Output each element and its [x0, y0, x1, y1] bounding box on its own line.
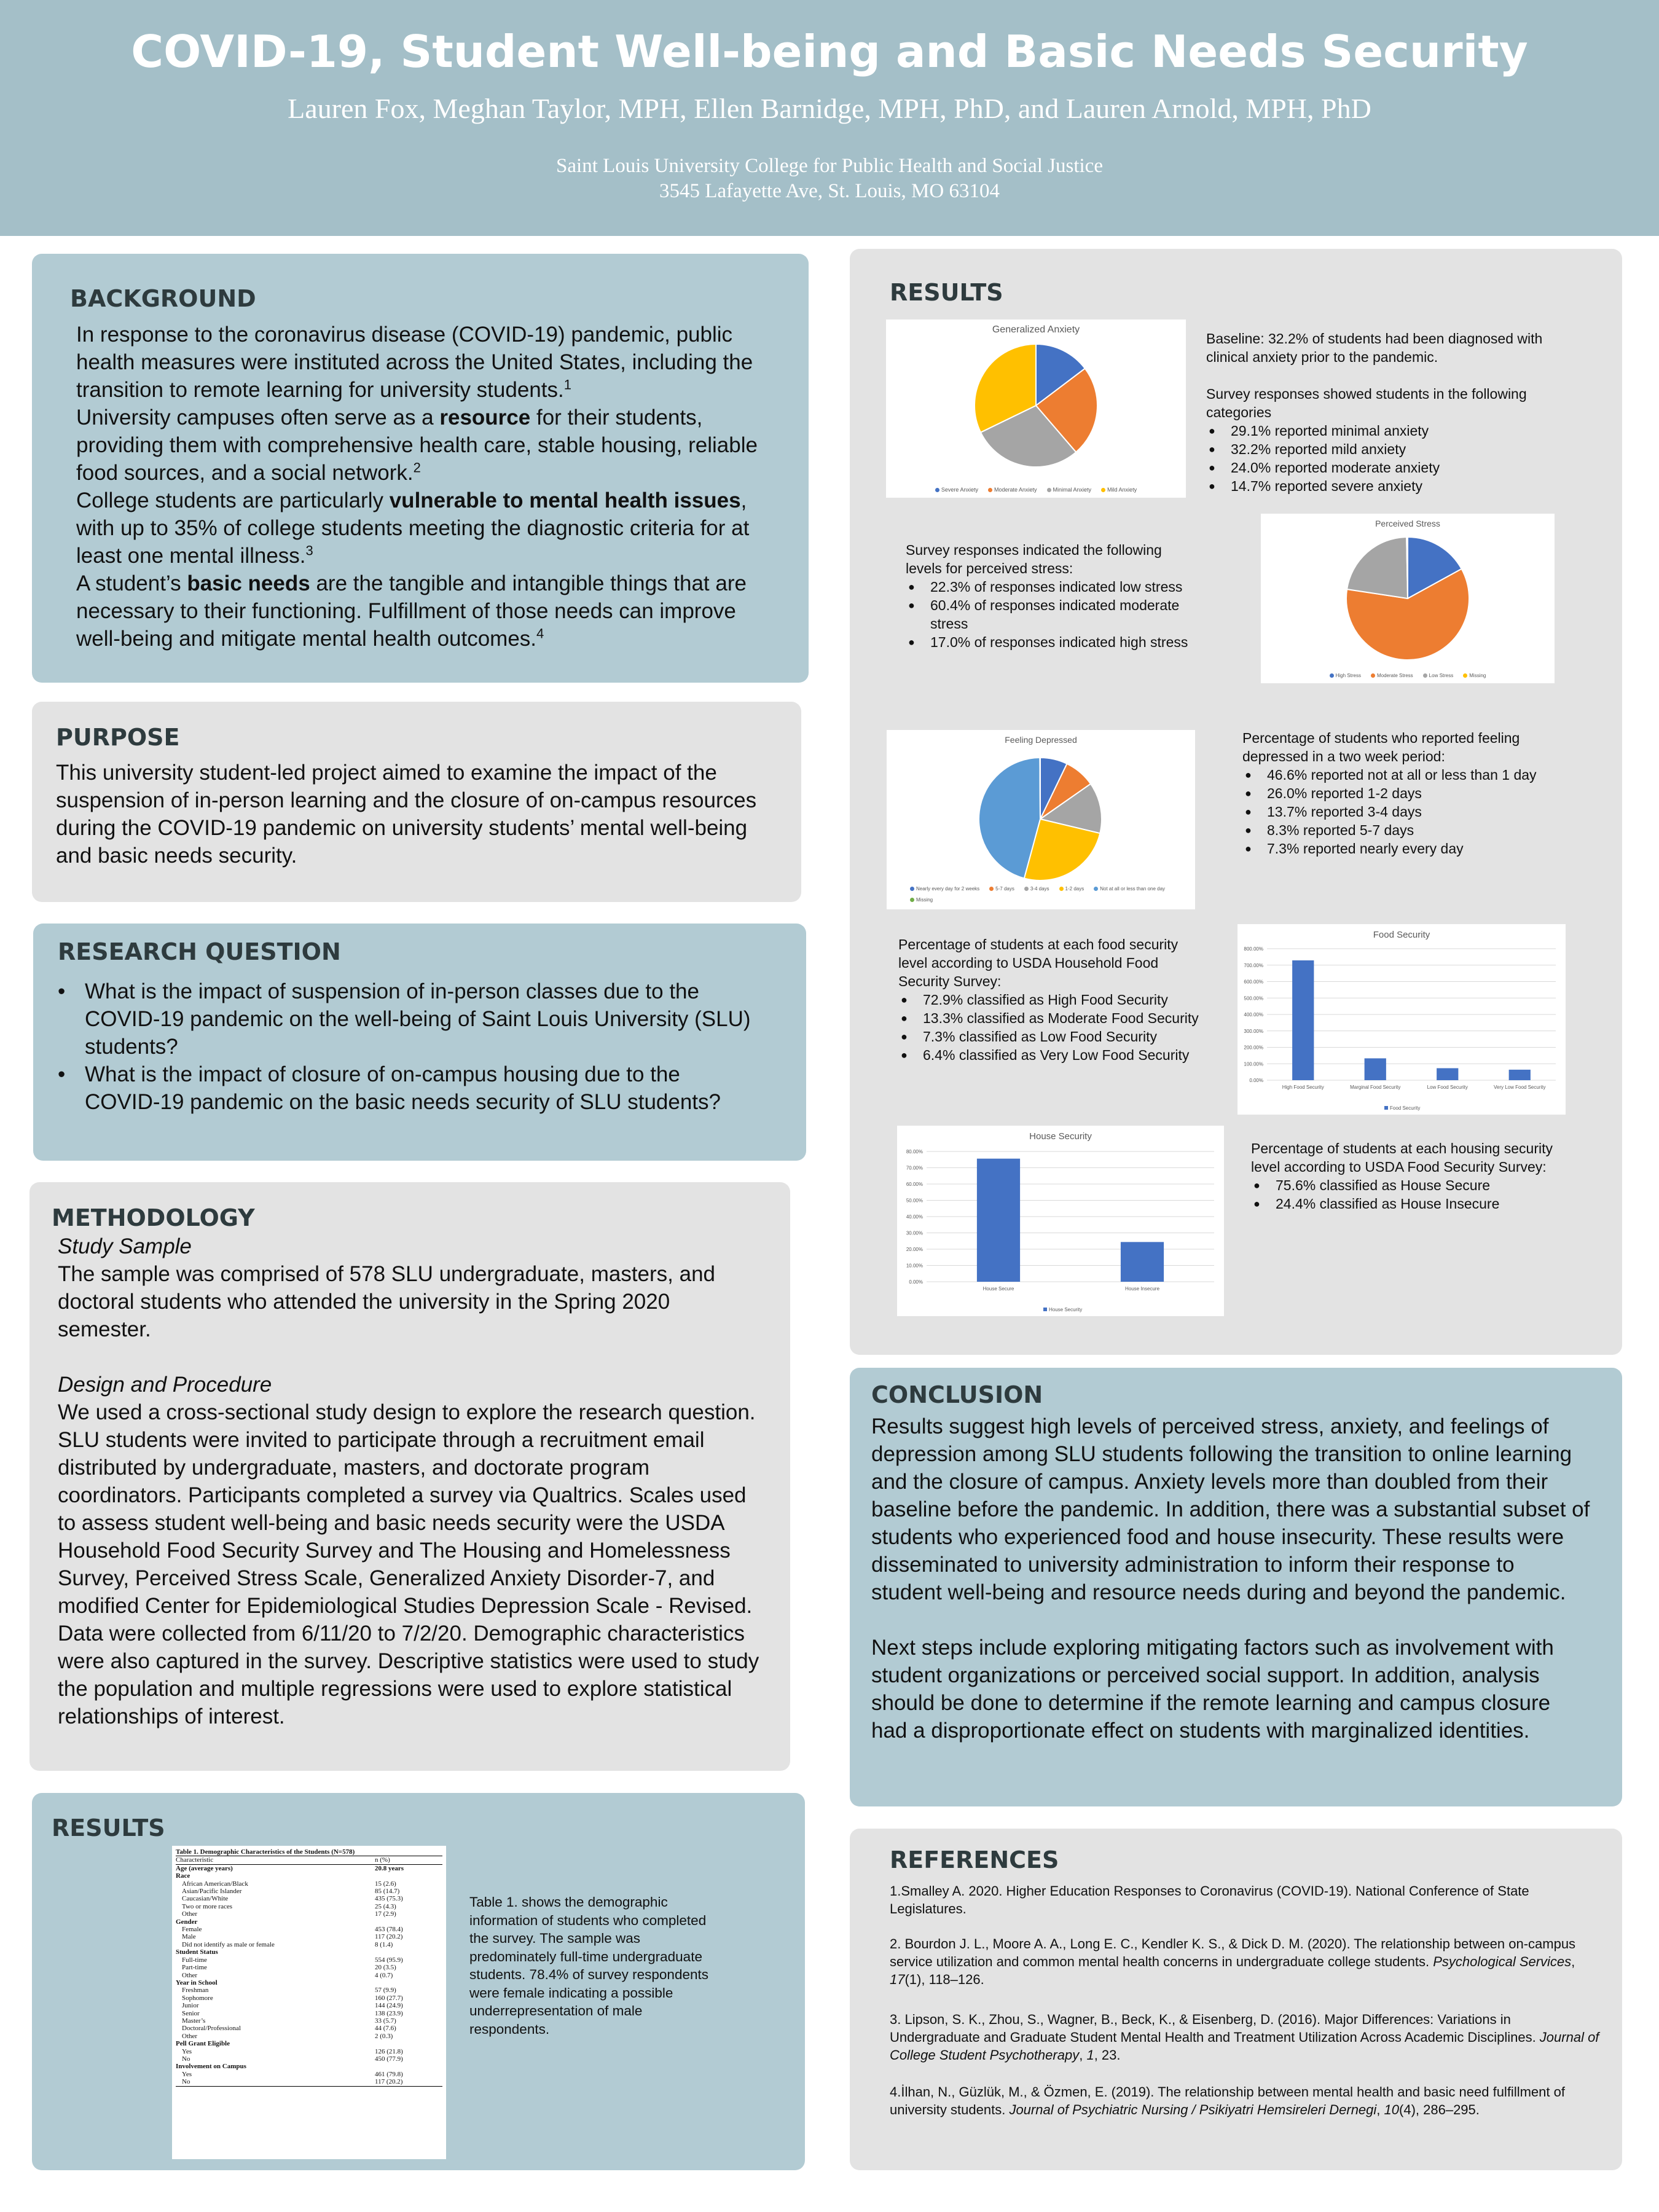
table-cell-label: Doctoral/Professional [182, 2025, 241, 2033]
legend-swatch [1059, 887, 1064, 891]
y-tick-label: 20.00% [906, 1247, 923, 1252]
background-paragraph: A student’s basic needs are the tangible and intangible things that are necessary to their functioning. Fulfillment of those needs can improve well-being and mitigate mental health outcomes.$^4$ [76, 571, 747, 651]
table-row [176, 2002, 442, 2009]
table-row [176, 2040, 442, 2047]
table-row [176, 1864, 442, 1872]
table-row [176, 1994, 442, 2002]
research-question-list [58, 978, 752, 1116]
table-cell-value: 8 (1.4) [375, 1940, 393, 1948]
affiliation-institution: Saint Louis University College for Public Health and Social Justice [556, 155, 1103, 177]
x-tick-label: Very Low Food Security [1494, 1084, 1546, 1090]
table-cell-label: Pell Grant Eligible [176, 2040, 230, 2048]
methodology-text [58, 1233, 764, 1730]
chart-title: Feeling Depressed [1005, 735, 1077, 745]
table-cell-value: 450 (77.9) [375, 2055, 403, 2063]
reference-4: 4.İlhan, N., Güzlük, M., & Özmen, E. (2019). The relationship between mental health and basic need fulfillment of university students. Journal of Psychiatric Nursing / Psikiyatri Hemsireleri Dernegi, 10(4), 286–295. [890, 2084, 1565, 2117]
table-cell-label: Male [182, 1933, 196, 1941]
table-cell-label: Caucasian/White [182, 1895, 229, 1903]
depressed-item: ● 8.3% reported 5-7 days [1267, 821, 1586, 839]
table-cell-label: Female [182, 1926, 202, 1934]
table-cell-value: 144 (24.9) [375, 2002, 403, 2010]
table-row [176, 1910, 442, 1918]
chart-title: House Security [1029, 1131, 1092, 1142]
table-row [176, 1979, 442, 1986]
legend-swatch [910, 887, 914, 891]
legend-label: House Security [1049, 1307, 1083, 1312]
anxiety-pie [886, 320, 1186, 498]
table-row [176, 1926, 442, 1933]
legend-swatch [1043, 1308, 1047, 1311]
y-tick-label: 10.00% [906, 1263, 923, 1269]
table-cell-value: 160 (27.7) [375, 1994, 403, 2002]
table-cell-value: 117 (20.2) [375, 1933, 403, 1941]
results-table-title: RESULTS [52, 1814, 165, 1841]
legend-swatch [1101, 488, 1105, 492]
table-row [176, 1888, 442, 1895]
affiliation-address: 3545 Lafayette Ave, St. Louis, MO 63104 [659, 180, 1000, 202]
y-tick-label: 400.00% [1244, 1012, 1263, 1018]
table-row [176, 1972, 442, 1979]
table-row [176, 1948, 442, 1956]
table-cell-value: 57 (9.9) [375, 1986, 396, 1994]
legend-label: Nearly every day for 2 weeks [916, 886, 980, 892]
depressed-pie [887, 730, 1195, 909]
legend-item [1101, 487, 1137, 493]
legend-swatch [1047, 488, 1051, 492]
chart-title: Food Security [1373, 930, 1430, 940]
table-cell-value: 20 (3.5) [375, 1964, 396, 1972]
table-row [176, 2071, 442, 2078]
legend-label: Missing [916, 897, 933, 903]
food-item: ● 6.4% classified as Very Low Food Security [923, 1046, 1206, 1064]
table-cell-label: Yes [182, 2070, 192, 2078]
table-cell-value [375, 1872, 442, 1880]
table-header-characteristic: Characteristic [176, 1856, 375, 1864]
research-question-item: • What is the impact of closure of on-campus housing due to the COVID-19 pandemic on the basic needs security of SLU students? [85, 1061, 752, 1116]
table-cell-label: Freshman [182, 1986, 209, 1994]
conclusion-title: CONCLUSION [871, 1381, 1043, 1408]
legend-item [1463, 673, 1486, 678]
table-row [176, 1903, 442, 1910]
table-row [176, 1895, 442, 1902]
depressed-intro: Percentage of students who reported feeling depressed in a two week period: [1242, 730, 1520, 764]
table-row [176, 2048, 442, 2055]
bar [1509, 1070, 1531, 1080]
table-cell-label: Gender [176, 1918, 198, 1926]
food-summary [898, 935, 1206, 1064]
table-cell-label: African American/Black [182, 1880, 248, 1888]
house-intro: Percentage of students at each housing security level according to USDA Food Security Survey: [1251, 1140, 1553, 1175]
legend-label: 3-4 days [1030, 886, 1049, 892]
depressed-summary [1242, 729, 1586, 858]
house-item: ● 24.4% classified as House Insecure [1276, 1194, 1564, 1213]
anxiety-summary [1206, 329, 1581, 495]
legend-item [1423, 673, 1454, 678]
depressed-item: ● 13.7% reported 3-4 days [1267, 802, 1586, 821]
table-description: Table 1. shows the demographic information of students who completed the survey. The sample was predominately full-time undergraduate students. 78.4% of survey respondents were female indicating a possible underrepresentation of male respondents. [469, 1894, 708, 2037]
table-cell-value: 117 (20.2) [375, 2078, 442, 2086]
anxiety-item: ● 32.2% reported mild anxiety [1231, 440, 1581, 458]
blank-line [58, 1343, 764, 1371]
chart-legend [1261, 673, 1555, 678]
design-heading: Design and Procedure [58, 1373, 272, 1397]
table-cell-value: 554 (95.9) [375, 1956, 403, 1964]
reference-1: 1.Smalley A. 2020. Higher Education Responses to Coronavirus (COVID-19). National Conference of State Legislatures. [890, 1883, 1529, 1916]
conclusion-paragraph: Results suggest high levels of perceived stress, anxiety, and feelings of depression among SLU students following the transition to online learning and the closure of campus. Anxiety levels more than doubled from their baseline before the pandemic. In addition, there was a substantial subset of students who experienced food and house insecurity. These results were disseminated to university administration to inform their response to student well-being and resource needs during and beyond the pandemic. [871, 1414, 1590, 1604]
purpose-title: PURPOSE [56, 724, 180, 751]
legend-swatch [988, 488, 992, 492]
study-sample-text: The sample was comprised of 578 SLU undergraduate, masters, and doctoral students who attended the university in the Spring 2020 semester. [58, 1262, 716, 1341]
stress-item: ● 60.4% of responses indicated moderate stress [930, 596, 1201, 633]
reference-3: 3. Lipson, S. K., Zhou, S., Wagner, B., Beck, K., & Eisenberg, D. (2016). Major Differences: Variations in Undergraduate and Graduate Student Mental Health and Treatment Utilization Across Academic Disciplines. Journal of College Student Psychotherapy, 1, 23. [890, 2012, 1599, 2063]
references-title: REFERENCES [890, 1846, 1059, 1873]
table-header-n: n (%) [375, 1856, 442, 1864]
legend-label: Food Security [1390, 1105, 1421, 1111]
y-tick-label: 700.00% [1244, 962, 1263, 968]
table-cell-value: 4 (0.7) [375, 1971, 393, 1979]
y-tick-label: 0.00% [1249, 1078, 1263, 1083]
legend-item [910, 886, 979, 892]
table-row [176, 2055, 442, 2063]
background-paragraph: In response to the coronavirus disease (COVID-19) pandemic, public health measures were instituted across the United States, including the transition to remote learning for university students.$^1$ [76, 323, 753, 402]
table-cell-label: Junior [182, 2002, 199, 2010]
y-tick-label: 500.00% [1244, 995, 1263, 1002]
legend-item [1371, 673, 1413, 678]
y-tick-label: 300.00% [1244, 1028, 1263, 1034]
stress-item: ● 17.0% of responses indicated high stress [930, 633, 1201, 651]
food-intro: Percentage of students at each food security level according to USDA Household Food Security Survey: [898, 936, 1179, 989]
y-tick-label: 600.00% [1244, 979, 1263, 985]
food-item: ● 13.3% classified as Moderate Food Security [923, 1009, 1206, 1027]
y-tick-label: 800.00% [1244, 946, 1263, 952]
table-cell-value: 453 (78.4) [375, 1926, 403, 1934]
house-item: ● 75.6% classified as House Secure [1276, 1176, 1564, 1194]
table-row [176, 1986, 442, 1994]
stress-item: ● 22.3% of responses indicated low stress [930, 578, 1201, 596]
table-row [176, 1956, 442, 1964]
house-security-bars [897, 1126, 1224, 1316]
feeling-depressed-chart [887, 730, 1195, 909]
x-tick-label: Marginal Food Security [1350, 1084, 1401, 1090]
legend-swatch [1371, 673, 1375, 678]
food-security-chart [1237, 924, 1566, 1115]
food-security-bars [1237, 924, 1566, 1115]
legend-item [989, 886, 1014, 892]
table-cell-value: 33 (5.7) [375, 2017, 396, 2025]
poster-affiliation [0, 154, 1659, 204]
background-paragraph: College students are particularly vulnerable to mental health issues, with up to 35% of college students meeting the diagnostic criteria for at least one mental illness.$^3$ [76, 488, 750, 568]
legend-swatch [1330, 673, 1334, 678]
table-cell-label: Sophomore [182, 1994, 213, 2002]
bar [1365, 1058, 1386, 1080]
y-tick-label: 60.00% [906, 1182, 923, 1187]
table-row [176, 2063, 442, 2070]
legend-label: 5-7 days [995, 886, 1014, 892]
legend-item [1059, 886, 1084, 892]
table-cell-value: 85 (14.7) [375, 1888, 400, 1896]
table-cell-label: Other [182, 2032, 198, 2040]
table-cell-label: Senior [182, 2009, 200, 2017]
depressed-item: ● 7.3% reported nearly every day [1267, 839, 1586, 858]
table-row [176, 1964, 442, 1971]
table-row [176, 1918, 442, 1926]
table-caption: Table 1. Demographic Characteristics of the Students (N=578) [176, 1848, 442, 1856]
stress-summary [906, 541, 1201, 651]
legend-label: High Stress [1335, 673, 1361, 678]
table-cell-label: Student Status [176, 1948, 218, 1956]
demographics-table [172, 1846, 446, 2159]
y-tick-label: 40.00% [906, 1214, 923, 1220]
legend-swatch [989, 887, 994, 891]
study-sample-heading: Study Sample [58, 1234, 192, 1258]
table-cell-value: 17 (2.9) [375, 1910, 396, 1918]
poster-authors: Lauren Fox, Meghan Taylor, MPH, Ellen Barnidge, MPH, PhD, and Lauren Arnold, MPH, PhD [288, 93, 1371, 124]
table-cell-value: 44 (7.6) [375, 2025, 396, 2033]
y-tick-label: 30.00% [906, 1230, 923, 1236]
chart-title: Perceived Stress [1375, 519, 1440, 528]
legend-item [910, 897, 933, 903]
table-cell-value: 2 (0.3) [375, 2032, 393, 2040]
table-cell-label: Age (average years) [176, 1864, 233, 1872]
x-tick-label: Low Food Security [1427, 1084, 1468, 1090]
table-cell-label: Other [182, 1971, 198, 1979]
table-row [176, 2033, 442, 2040]
poster-header [0, 0, 1659, 236]
depressed-item: ● 26.0% reported 1-2 days [1267, 784, 1586, 802]
table-cell-value: 25 (4.3) [375, 1902, 396, 1910]
legend-swatch [1384, 1106, 1388, 1110]
food-item: ● 7.3% classified as Low Food Security [923, 1027, 1206, 1046]
table-cell-label: Involvement on Campus [176, 2063, 246, 2071]
legend-item [935, 487, 978, 493]
bar [1292, 960, 1314, 1080]
legend-swatch [1463, 673, 1467, 678]
y-tick-label: 200.00% [1244, 1045, 1263, 1051]
table-row [176, 1880, 442, 1888]
y-tick-label: 70.00% [906, 1165, 923, 1171]
anxiety-item: ● 29.1% reported minimal anxiety [1231, 422, 1581, 440]
reference-2: 2. Bourdon J. L., Moore A. A., Long E. C., Kendler K. S., & Dick D. M. (2020). The relationship between on-campus service utilization and common mental health concerns in undergraduate college students. Psychological Services, 17(1), 118–126. [890, 1936, 1576, 1987]
conclusion-text [871, 1413, 1590, 1744]
table-cell-label: Part-time [182, 1964, 207, 1972]
table-row [176, 2025, 442, 2032]
table-row [176, 1941, 442, 1948]
legend-label: Missing [1469, 673, 1486, 678]
legend-item [1024, 886, 1049, 892]
generalized-anxiety-chart [886, 320, 1186, 498]
table-cell-label: Full-time [182, 1956, 207, 1964]
legend-label: Severe Anxiety [941, 487, 978, 493]
x-tick-label: House Insecure [1124, 1286, 1160, 1292]
legend-label: Moderate Anxiety [994, 487, 1037, 493]
design-text: We used a cross-sectional study design to explore the research question. SLU students were invited to participate through a recruitment email distributed by undergraduate, masters, and doctorate program coordinators. Participants completed a survey via Qualtrics. Scales used to assess student well-being and basic needs security were the USDA Household Food Security Survey and The Housing and Homelessness Survey, Perceived Stress Scale, Generalized Anxiety Disorder-7, and modified Center for Epidemiological Studies Depression Scale - Revised. Data were collected from 6/11/20 to 7/2/20. Demographic characteristics were also captured in the survey. Descriptive statistics were used to study the population and multiple regressions were used to explore statistical relationships of interest. [58, 1400, 759, 1728]
y-tick-label: 80.00% [906, 1149, 923, 1155]
table-cell-value [375, 1948, 442, 1956]
table-row [176, 2010, 442, 2017]
legend-item [1094, 886, 1165, 892]
legend-label: Low Stress [1429, 673, 1454, 678]
table-row [176, 1872, 442, 1880]
table-cell-label: Yes [182, 2047, 192, 2055]
table-cell-label: No [182, 2055, 190, 2063]
legend-label: Mild Anxiety [1107, 487, 1137, 493]
table-cell-label: Two or more races [182, 1902, 233, 1910]
anxiety-baseline: Baseline: 32.2% of students had been diagnosed with clinical anxiety prior to the pandemic. [1206, 331, 1543, 365]
table-cell-value: 138 (23.9) [375, 2009, 403, 2017]
table-cell-label: Year in School [176, 1979, 218, 1986]
table-cell-label: Did not identify as male or female [182, 1940, 275, 1948]
table-cell-value: 15 (2.6) [375, 1880, 396, 1888]
bar [1121, 1242, 1164, 1282]
depressed-item: ● 46.6% reported not at all or less than 1 day [1267, 766, 1586, 784]
y-tick-label: 100.00% [1244, 1061, 1263, 1067]
legend-swatch [935, 488, 939, 492]
bar [977, 1159, 1020, 1282]
y-tick-label: 50.00% [906, 1198, 923, 1204]
table-cell-value: 435 (75.3) [375, 1895, 403, 1903]
table-cell-label: Other [182, 1910, 198, 1918]
results-charts-title: RESULTS [890, 279, 1003, 306]
research-question-title: RESEARCH QUESTION [58, 938, 341, 965]
x-tick-label: High Food Security [1282, 1084, 1324, 1090]
table-row [176, 1933, 442, 1940]
table-row [176, 2078, 442, 2086]
background-paragraph: University campuses often serve as a resource for their students, providing them with comprehensive health care, stable housing, reliable food sources, and a social network.$^2$ [76, 406, 758, 485]
x-tick-label: House Secure [982, 1286, 1014, 1292]
references-panel [850, 1829, 1622, 2170]
pie-slice [1347, 537, 1408, 598]
table-cell-value [375, 2040, 442, 2047]
legend-item [1047, 487, 1092, 493]
perceived-stress-chart [1261, 514, 1555, 683]
table-cell-label: No [176, 2078, 375, 2086]
table-cell-value: 126 (21.8) [375, 2047, 403, 2055]
table-cell-value [375, 2063, 442, 2070]
y-tick-label: 0.00% [909, 1279, 923, 1285]
food-item: ● 72.9% classified as High Food Security [923, 990, 1206, 1009]
legend-swatch [1423, 673, 1427, 678]
table-cell-label: Asian/Pacific Islander [182, 1888, 242, 1896]
table-cell-value: 461 (79.8) [375, 2070, 403, 2078]
stress-pie [1261, 514, 1555, 683]
legend-swatch [1024, 887, 1029, 891]
anxiety-item: ● 14.7% reported severe anxiety [1231, 477, 1581, 495]
legend-label: Not at all or less than one day [1100, 886, 1166, 892]
house-security-chart [897, 1126, 1224, 1316]
legend-label: Minimal Anxiety [1053, 487, 1092, 493]
table-cell-value [375, 1979, 442, 1986]
background-title: BACKGROUND [70, 285, 256, 312]
stress-intro: Survey responses indicated the following levels for perceived stress: [906, 542, 1162, 576]
table-cell-value [375, 1918, 442, 1926]
research-question-item: • What is the impact of suspension of in-person classes due to the COVID-19 pandemic on the well-being of Saint Louis University (SLU) students? [85, 978, 752, 1061]
conclusion-paragraph: Next steps include exploring mitigating factors such as involvement with student organizations or perceived social support. In addition, analysis should be done to determine if the remote learning and campus closure had a disproportionate effect on students with marginalized identities. [871, 1636, 1554, 1743]
bar [1437, 1068, 1458, 1080]
anxiety-intro: Survey responses showed students in the following categories [1206, 386, 1527, 420]
table-cell-value: 20.8 years [375, 1864, 404, 1872]
background-text [76, 321, 783, 653]
legend-item [1330, 673, 1361, 678]
anxiety-item: ● 24.0% reported moderate anxiety [1231, 458, 1581, 477]
legend-label: Moderate Stress [1376, 673, 1413, 678]
table-row [176, 2017, 442, 2025]
legend-label: 1-2 days [1065, 886, 1084, 892]
house-summary [1251, 1139, 1564, 1213]
poster-title: COVID-19, Student Well-being and Basic Needs Security [131, 26, 1528, 77]
chart-legend [886, 487, 1186, 493]
methodology-title: METHODOLOGY [52, 1204, 255, 1231]
legend-swatch [1094, 887, 1098, 891]
table-cell-label: Race [176, 1872, 190, 1880]
legend-swatch [910, 898, 914, 902]
chart-title: Generalized Anxiety [992, 324, 1080, 335]
legend-item [988, 487, 1037, 493]
purpose-text: This university student-led project aimed to examine the impact of the suspension of in-person learning and the closure of on-campus resources during the COVID-19 pandemic on university students’ mental well-being and basic needs security. [56, 761, 757, 868]
chart-legend [887, 884, 1195, 906]
table-cell-label: Master’s [182, 2017, 206, 2025]
